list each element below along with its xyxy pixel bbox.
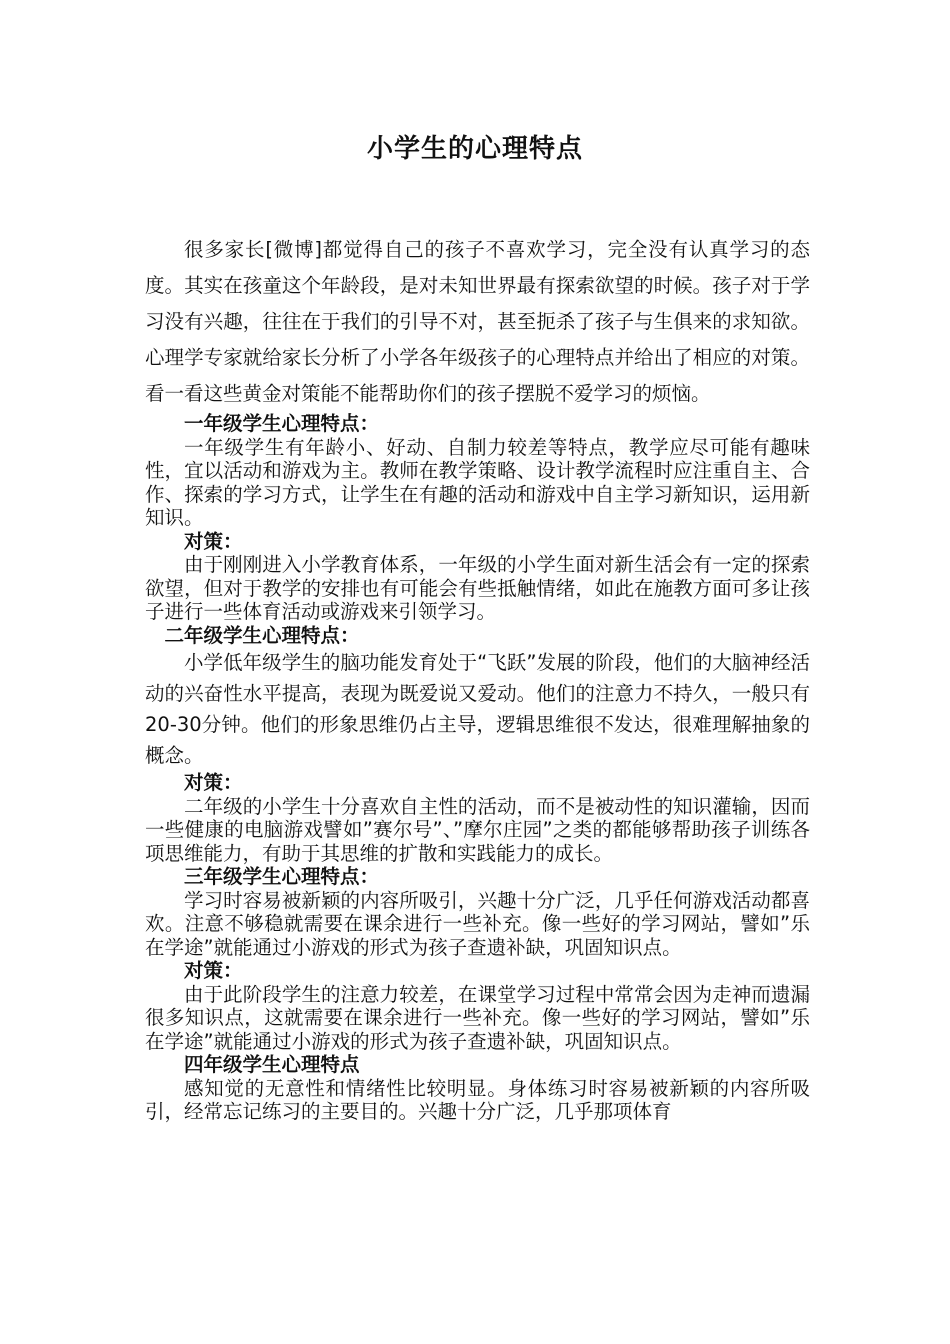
- section-features-grade3: 学习时容易被新颖的内容所吸引，兴趣十分广泛，几乎任何游戏活动都喜欢。注意不够稳就需要在课余进行一些补充。像一些好的学习网站，譬如”乐在学途”就能通过小游戏的形式为孩子查遗补缺，巩固知识点。: [145, 888, 810, 959]
- strategy-text-grade2: 二年级的小学生十分喜欢自主性的活动，而不是被动性的知识灌输，因而一些健康的电脑游戏譬如”赛尔号”、”摩尔庄园”之类的都能够帮助孩子训练各项思维能力，有助于其思维的扩散和实践能力的成长。: [145, 794, 810, 865]
- strategy-text-grade1: 由于刚刚进入小学教育体系，一年级的小学生面对新生活会有一定的探索欲望，但对于教学的安排也有可能会有些抵触情绪，如此在施教方面可多让孩子进行一些体育活动或游戏来引领学习。: [145, 553, 810, 623]
- section-heading-grade4: 四年级学生心理特点: [184, 1053, 360, 1076]
- section-heading-grade1: 一年级学生心理特点：: [184, 412, 380, 435]
- section-features-grade2: 小学低年级学生的脑功能发育处于“飞跃”发展的阶段，他们的大脑神经活动的兴奋性水平提高，表现为既爱说又爱动。他们的注意力不持久，一般只有20-30分钟。他们的形象思维仍占主导，逻辑思维很不发达，很难理解抽象的概念。: [145, 651, 810, 767]
- strategy-text-grade3: 由于此阶段学生的注意力较差，在课堂学习过程中常常会因为走神而遗漏很多知识点，这就需要在课余进行一些补充。像一些好的学习网站，譬如”乐在学途”就能通过小游戏的形式为孩子查遗补缺，巩固知识点。: [145, 982, 810, 1053]
- section-features-grade4: 感知觉的无意性和情绪性比较明显。身体练习时容易被新颖的内容所吸引，经常忘记练习的主要目的。兴趣十分广泛，几乎那项体育: [145, 1076, 810, 1123]
- strategy-label-grade1: 对策：: [184, 529, 243, 553]
- intro-paragraph: 很多家长[微博]都觉得自己的孩子不喜欢学习，完全没有认真学习的态度。其实在孩童这个年龄段，是对未知世界最有探索欲望的时候。孩子对于学习没有兴趣，往往在于我们的引导不对，甚至扼杀了孩子与生俱来的求知欲。心理学专家就给家长分析了小学各年级孩子的心理特点并给出了相应的对策。看一看这些黄金对策能不能帮助你们的孩子摆脱不爱学习的烦恼。: [145, 238, 810, 405]
- section-features-grade1: 一年级学生有年龄小、好动、自制力较差等特点，教学应尽可能有趣味性，宜以活动和游戏为主。教师在教学策略、设计教学流程时应注重自主、合作、探索的学习方式，让学生在有趣的活动和游戏中自主学习新知识，运用新知识。: [145, 435, 810, 529]
- section-heading-grade2: 二年级学生心理特点：: [164, 623, 360, 647]
- strategy-label-grade3: 对策：: [184, 959, 243, 982]
- section-heading-grade3: 三年级学生心理特点：: [184, 865, 380, 888]
- strategy-label-grade2: 对策：: [184, 771, 243, 794]
- document-title: 小学生的心理特点: [366, 134, 583, 164]
- document-body: [145, 232, 810, 1124]
